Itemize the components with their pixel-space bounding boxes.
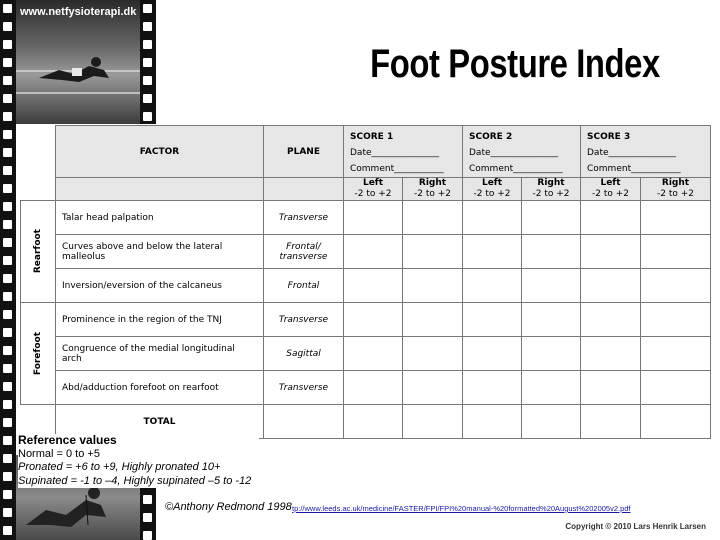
score-cell[interactable] [641,201,711,235]
score-cell[interactable] [403,303,463,337]
plane-cell: Transverse [264,371,344,405]
score2-header: SCORE 2 Date_______________ Comment___________ [463,126,581,178]
score-cell[interactable] [522,201,581,235]
score-cell[interactable] [344,303,403,337]
score-cell[interactable] [463,405,522,439]
score-cell[interactable] [344,269,403,303]
score-cell[interactable] [403,269,463,303]
score-cell[interactable] [344,201,403,235]
film-strip-right [140,0,156,124]
plane-cell: Transverse [264,303,344,337]
factor-cell: Inversion/eversion of the calcaneus [56,269,264,303]
score-cell[interactable] [641,371,711,405]
table-row [21,269,711,303]
score-cell[interactable] [522,235,581,269]
score-cell[interactable] [522,269,581,303]
sprinter-photo [16,0,140,124]
table-row [21,337,711,371]
score-cell[interactable] [522,303,581,337]
factor-cell: Congruence of the medial longitudinal arch [56,337,264,371]
reference-normal: Normal = 0 to +5 [18,447,100,460]
score-cell[interactable] [522,405,581,439]
score-cell[interactable] [463,337,522,371]
score-cell[interactable] [344,405,403,439]
film-strip-left [0,0,16,540]
score-cell[interactable] [641,269,711,303]
source-link[interactable]: tp://www.leeds.ac.uk/medicine/FASTER/FPI/FPI%20manual-%20formatted%20August%202005v2.pdf [292,504,631,513]
score-cell[interactable] [463,201,522,235]
score-cell[interactable] [581,337,641,371]
score-cell[interactable] [403,371,463,405]
forefoot-section-label: Forefoot [21,303,56,405]
rearfoot-section-label: Rearfoot [21,201,56,303]
score3-header: SCORE 3 Date_______________ Comment___________ [581,126,711,178]
score2-right-header: Right -2 to +2 [522,178,581,201]
score-cell[interactable] [581,201,641,235]
table-row [21,235,711,269]
score-cell[interactable] [641,303,711,337]
factor-header: FACTOR [56,126,264,178]
copyright: Copyright © 2010 Lars Henrik Larsen [565,522,706,531]
total-label: TOTAL [56,405,264,439]
score2-left-header: Left -2 to +2 [463,178,522,201]
reference-supinated: Supinated = -1 to –4, Highly supinated –5 to -12 [18,474,252,487]
score-cell[interactable] [641,337,711,371]
score1-right-header: Right -2 to +2 [403,178,463,201]
score-cell[interactable] [463,235,522,269]
author-credit: ©Anthony Redmond 1998 [165,501,292,513]
score3-right-header: Right -2 to +2 [641,178,711,201]
score-cell[interactable] [641,235,711,269]
score-cell[interactable] [463,303,522,337]
score-cell[interactable] [463,371,522,405]
score3-left-header: Left -2 to +2 [581,178,641,201]
score-cell[interactable] [403,201,463,235]
score-cell[interactable] [522,371,581,405]
score-cell[interactable] [344,235,403,269]
score-cell[interactable] [581,371,641,405]
score-cell[interactable] [581,269,641,303]
table-row [21,201,711,235]
fpi-table [20,125,711,439]
score-cell[interactable] [522,337,581,371]
page-title: Foot Posture Index [370,42,660,86]
site-label: www.netfysioterapi.dk [20,6,137,18]
score-cell[interactable] [403,337,463,371]
factor-cell: Prominence in the region of the TNJ [56,303,264,337]
plane-cell: Frontal/ transverse [264,235,344,269]
score-cell[interactable] [581,303,641,337]
score-cell[interactable] [403,405,463,439]
score-cell[interactable] [344,337,403,371]
score-cell[interactable] [641,405,711,439]
factor-cell: Talar head palpation [56,201,264,235]
plane-cell: Transverse [264,201,344,235]
plane-cell: Frontal [264,269,344,303]
score1-left-header: Left -2 to +2 [344,178,403,201]
score-cell[interactable] [581,405,641,439]
plane-cell: Sagittal [264,337,344,371]
factor-cell: Abd/adduction forefoot on rearfoot [56,371,264,405]
plane-header: PLANE [264,126,344,178]
table-row [21,303,711,337]
score-cell[interactable] [581,235,641,269]
table-row [21,371,711,405]
reference-heading: Reference values [18,433,117,447]
factor-cell: Curves above and below the lateral malleolus [56,235,264,269]
reference-pronated: Pronated = +6 to +9, Highly pronated 10+ [18,461,221,473]
runner-silhouette [34,48,114,88]
score1-header: SCORE 1 Date_______________ Comment___________ [344,126,463,178]
score-cell[interactable] [344,371,403,405]
score-cell[interactable] [463,269,522,303]
reference-values [18,434,259,488]
score-cell[interactable] [403,235,463,269]
